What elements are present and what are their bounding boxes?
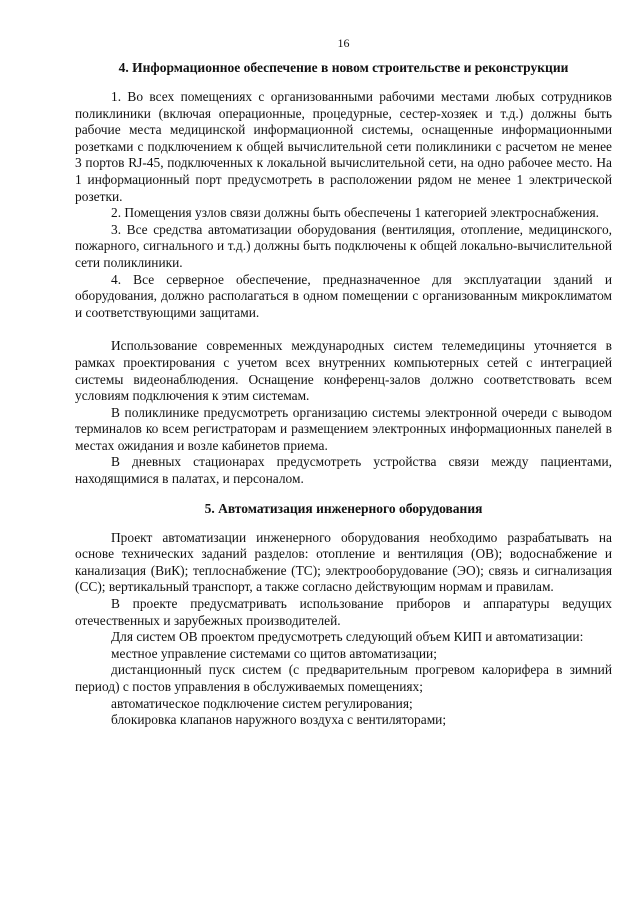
section-5-list-item-3: автоматическое подключение систем регулирования; — [111, 695, 413, 711]
telemedicine-paragraph: Использование современных международных систем телемедицины уточняется в рамках проектирования с учетом всех внутренних компьютерных сетей с интеграцией системы видеонаблюдения. Оснащение конференц-залов должно соответствовать всем условиям подключения к этим системам. — [75, 338, 612, 404]
section-4-item-1: 1. Во всех помещениях с организованными рабочими местами любых сотрудников поликлиники (включая операционные, процедурные, сестер-хозяек и т.д.) должны быть рабочие места медицинской информационной системы, оснащенные информационными розетками с подключением к общей вычислительной сети поликлиники с расчетом не менее 3 портов RJ-45, подключенных к локальной вычислительной сети, на одно рабочее место. На 1 информационный порт предусмотреть в расположении рядом не менее 1 электрической розетки. — [75, 89, 612, 204]
section-4-heading: 4. Информационное обеспечение в новом строительстве и реконструкции — [118, 60, 569, 75]
section-5-paragraph-2: В проекте предусматривать использование приборов и аппаратуры ведущих отечественных и зарубежных производителей. — [75, 596, 612, 628]
section-5-paragraph-3: Для систем ОВ проектом предусмотреть следующий объем КИП и автоматизации: — [111, 629, 584, 645]
section-5-heading: 5. Автоматизация инженерного оборудования — [204, 500, 483, 516]
section-5-paragraph-1: Проект автоматизации инженерного оборудования необходимо разрабатывать на основе технических заданий разделов: отопление и вентиляция (ОВ); водоснабжение и канализация (ВиК); теплоснабжение (ТС); электрооборудование (ЭО); связь и сигнализация (СС); вертикальный транспорт, а также согласно действующим нормам и правилам. — [75, 529, 612, 595]
page-number: 16 — [337, 36, 350, 50]
section-4-item-3: 3. Все средства автоматизации оборудования (вентиляция, отопление, медицинского, пожарного, сигнального и т.д.) должны быть подключены к общей локально-вычислительной сети поликлиники. — [75, 221, 612, 270]
section-4-item-2: 2. Помещения узлов связи должны быть обеспечены 1 категорией электроснабжения. — [111, 205, 600, 221]
day-hospital-paragraph: В дневных стационарах предусмотреть устройства связи между пациентами, находящимися в палатах, и персоналом. — [75, 454, 612, 487]
section-5-list-item-1: местное управление системами со щитов автоматизации; — [111, 645, 437, 661]
electronic-queue-paragraph: В поликлинике предусмотреть организацию системы электронной очереди с выводом терминалов ко всем регистраторам и размещением электронных информационных панелей в местах ожидания и возле кабинетов приема. — [75, 404, 612, 453]
section-4-item-4: 4. Все серверное обеспечение, предназначенное для эксплуатации зданий и оборудования, должно располагаться в одном помещении с организованным микроклиматом и соответствующими защитами. — [75, 271, 612, 320]
section-5-list-item-4: блокировка клапанов наружного воздуха с вентиляторами; — [111, 712, 447, 728]
section-5-paragraphs — [75, 530, 612, 729]
paragraph-gap — [75, 321, 612, 338]
section-4-paragraphs — [75, 338, 612, 487]
section-5-list-item-2: дистанционный пуск систем (с предварительным прогревом калорифера в зимний период) с постов управления в обслуживаемых помещениях; — [75, 662, 612, 694]
section-4-items — [75, 89, 612, 321]
